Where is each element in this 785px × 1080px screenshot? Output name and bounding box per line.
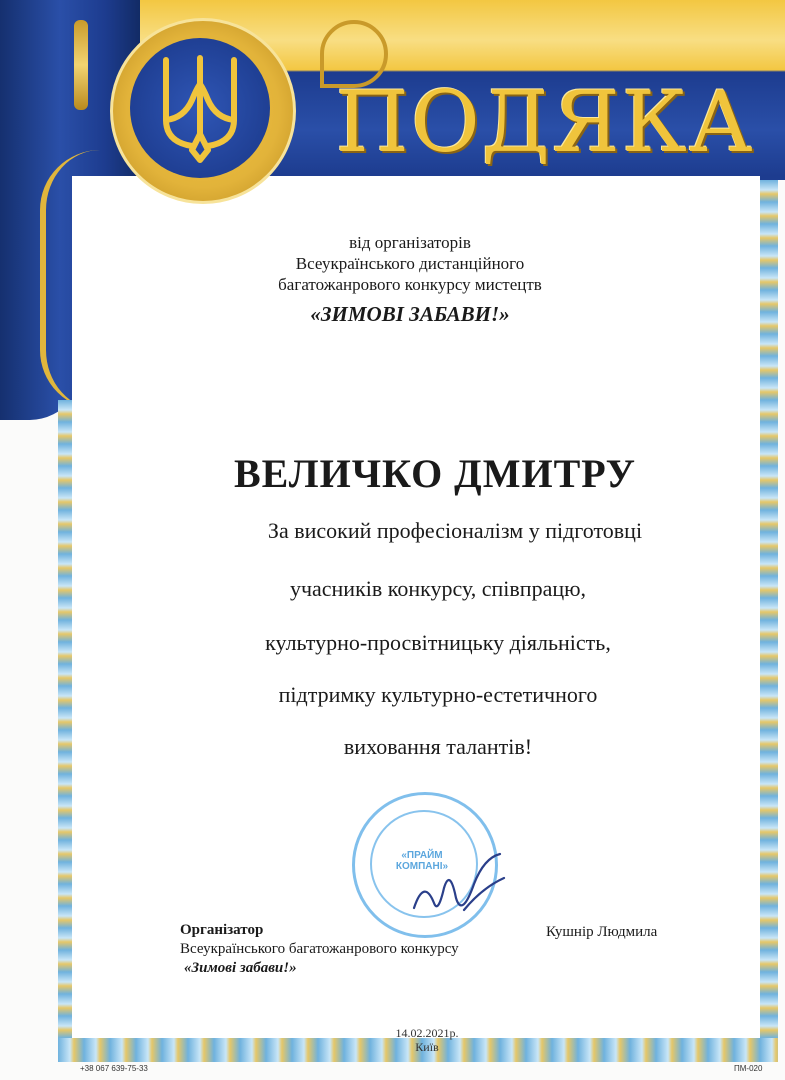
- issuer-line-2: Всеукраїнського дистанційного: [295, 254, 525, 273]
- issuer-line-3: багатожанрового конкурсу мистецтв: [278, 275, 542, 294]
- certificate-title: ПОДЯКА: [335, 73, 755, 171]
- organizer-text: Всеукраїнського багатожанрового конкурсу: [180, 941, 459, 957]
- signer-name: Кушнір Людмила: [546, 924, 658, 940]
- organizer-contest: «Зимові забави!»: [184, 960, 297, 976]
- issue-city: Київ: [415, 1040, 439, 1054]
- contest-name: «ЗИМОВІ ЗАБАВИ!»: [310, 302, 510, 326]
- body-line-3: культурно-просвітницьку діяльність,: [265, 630, 611, 655]
- body-line-1: За високий професіоналізм у підготовці: [267, 518, 643, 543]
- issuer-block: [220, 232, 600, 295]
- issuer-line-1: від організаторів: [349, 233, 471, 252]
- body-line-5: виховання талантів!: [343, 734, 533, 759]
- recipient-name: ВЕЛИЧКО ДМИТРУ: [233, 451, 637, 496]
- body-line-2: учасників конкурсу, співпрацю,: [289, 576, 587, 601]
- organizer-label: Організатор: [180, 922, 264, 938]
- right-ornamental-border: [760, 180, 778, 1040]
- body-line-4: підтримку культурно-естетичного: [278, 682, 598, 707]
- tassel-icon: [74, 20, 88, 110]
- issue-date: 14.02.2021р.: [395, 1026, 459, 1040]
- left-ornamental-border: [58, 400, 72, 1040]
- handwritten-signature: [404, 848, 514, 928]
- seal-text: «ПРАЙМ КОМПАНІ»: [395, 850, 449, 872]
- contact-phone: +38 067 639-75-33: [80, 1064, 148, 1073]
- trident-icon: [152, 50, 248, 166]
- form-code: ПМ-020: [734, 1064, 763, 1073]
